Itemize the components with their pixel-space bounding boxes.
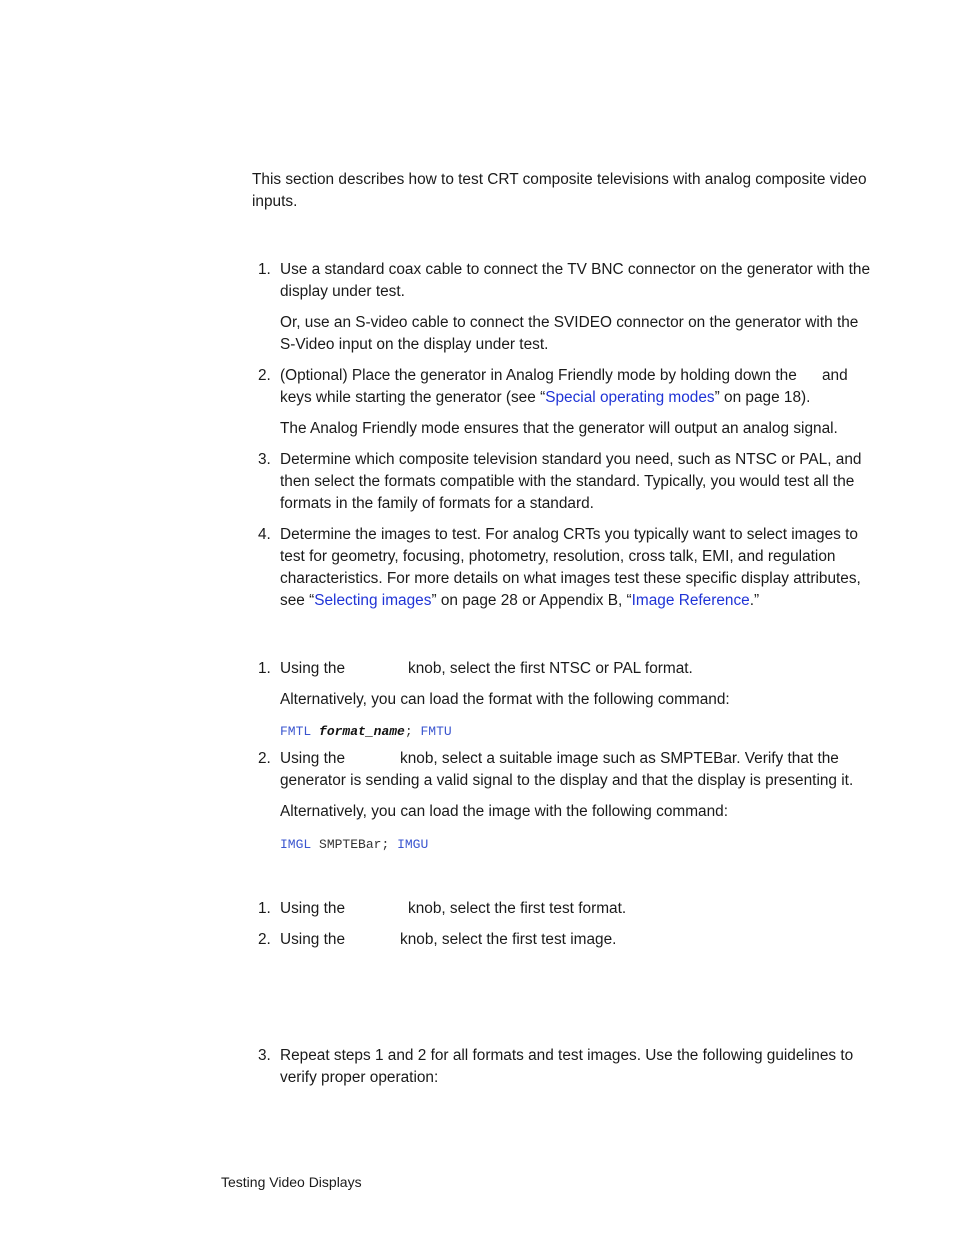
config-step-2-line1: knob, select a suitable image such as SMPTEBar. Verify that the	[400, 750, 839, 767]
test-step-2-post: knob, select the first test image.	[400, 931, 617, 948]
setup-step-4-end: .”	[749, 592, 760, 609]
cmd-image-name: SMPTEBar;	[319, 837, 390, 852]
setup-step-1: Use a standard coax cable to connect the TV BNC connector on the generator with the display under test.	[280, 261, 871, 300]
step-number: 2.	[258, 750, 271, 767]
cmd-fmtl: FMTL	[280, 724, 312, 739]
step-number: 4.	[258, 526, 271, 543]
config-step-2-line2: generator is sending a valid signal to the display and that the display is presenting it.	[280, 772, 854, 789]
step-number: 1.	[258, 261, 271, 278]
cmd-format-name: format_name	[319, 724, 405, 739]
image-load-command	[280, 834, 428, 856]
setup-step-4-mid: ” on page 28 or Appendix B, “	[431, 592, 632, 609]
test-step-1-pre: Using the	[280, 900, 346, 917]
special-operating-modes-link[interactable]: Special operating modes	[545, 389, 715, 406]
cmd-fmtu: FMTU	[420, 724, 452, 739]
setup-step-2-line1: (Optional) Place the generator in Analog Friendly mode by holding down the	[280, 367, 797, 384]
setup-step-2-text: keys while starting the generator (see “	[280, 389, 546, 406]
format-load-command	[280, 721, 452, 743]
setup-step-1-alt: Or, use an S-video cable to connect the SVIDEO connector on the generator with the S-Video input on the display under test.	[280, 314, 859, 353]
setup-step-2-and: and	[822, 367, 848, 384]
step-number: 1.	[258, 900, 271, 917]
step-number: 1.	[258, 660, 271, 677]
config-step-2-alt: Alternatively, you can load the image with the following command:	[280, 803, 728, 820]
setup-step-2-page: ” on page 18).	[714, 389, 811, 406]
image-reference-link[interactable]: Image Reference	[631, 592, 750, 609]
cmd-imgu: IMGU	[397, 837, 429, 852]
setup-step-2-note: The Analog Friendly mode ensures that the generator will output an analog signal.	[280, 420, 838, 437]
intro-paragraph: This section describes how to test CRT composite televisions with analog composite video inputs.	[252, 171, 867, 210]
config-step-1-alt: Alternatively, you can load the format with the following command:	[280, 691, 730, 708]
test-step-2-pre: Using the	[280, 931, 346, 948]
test-step-1-post: knob, select the first test format.	[408, 900, 627, 917]
setup-step-4	[280, 524, 872, 612]
page-footer: Testing Video Displays	[221, 1174, 362, 1190]
selecting-images-link[interactable]: Selecting images	[314, 592, 432, 609]
setup-step-4-text: Determine the images to test. For analog CRTs you typically want to select images to test for geometry, focusing, photometry, resolution, cross talk, EMI, and regulation characteristics. For more details on what images test these specific display attributes, see “	[280, 526, 861, 609]
config-step-2-pre: Using the	[280, 750, 346, 767]
setup-step-3: Determine which composite television standard you need, such as NTSC or PAL, and then select the formats compatible with the standard. Typically, you would test all the formats in the family of formats for a standard.	[280, 451, 862, 512]
step-number: 3.	[258, 1047, 271, 1064]
cmd-separator: ;	[404, 724, 413, 739]
step-number: 2.	[258, 931, 271, 948]
setup-step-2-line2	[280, 387, 810, 409]
test-step-3: Repeat steps 1 and 2 for all formats and test images. Use the following guidelines to verify proper operation:	[280, 1047, 854, 1086]
step-number: 2.	[258, 367, 271, 384]
cmd-imgl: IMGL	[280, 837, 312, 852]
config-step-1-pre: Using the	[280, 660, 346, 677]
step-number: 3.	[258, 451, 271, 468]
config-step-1-post: knob, select the first NTSC or PAL format.	[408, 660, 693, 677]
